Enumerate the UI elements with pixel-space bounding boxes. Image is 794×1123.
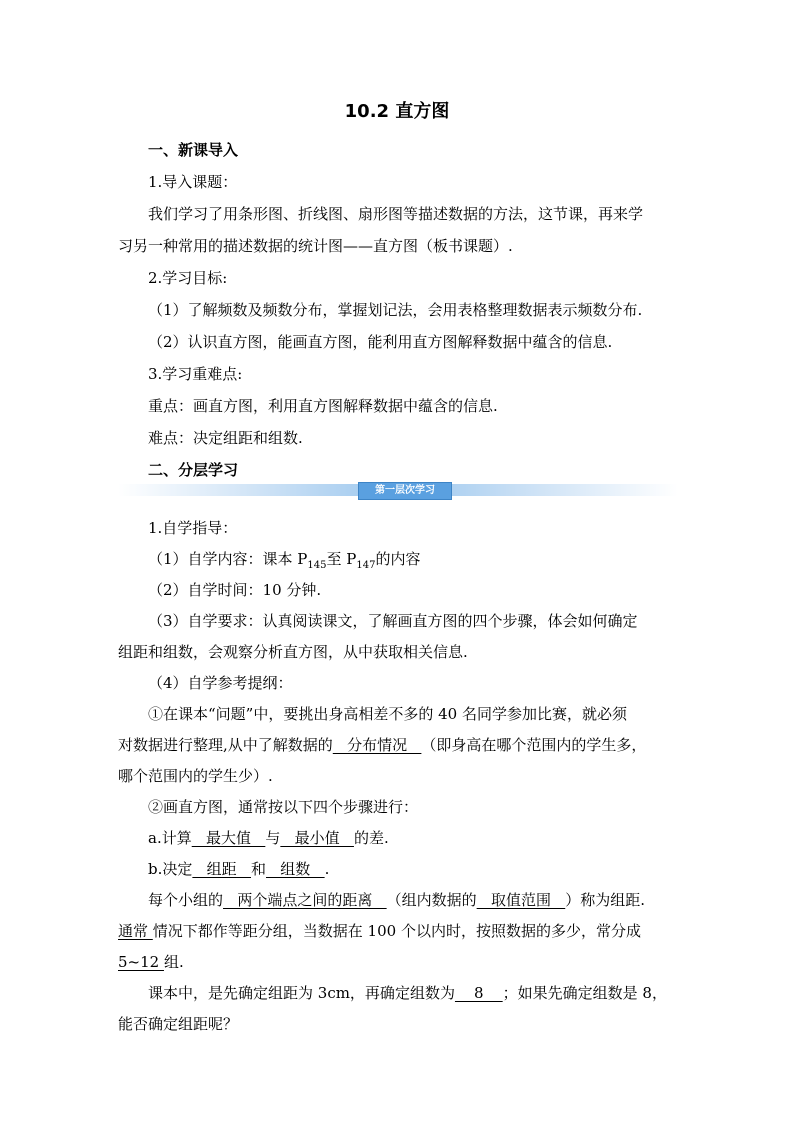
outline-p1-line-1: ①在课本“问题”中，要挑出身高相差不多的 40 名同学参加比赛，就必须 xyxy=(148,705,627,723)
page-title: 10.2 直方图 xyxy=(344,101,450,122)
p6-post: ；如果先确定组数是 8， xyxy=(502,984,667,1002)
fill-blank-groups: 组数 xyxy=(266,860,325,878)
requirement-line-1: （3）自学要求：认真阅读课文，了解画直方图的四个步骤，体会如何确定 xyxy=(148,612,638,630)
outline-p3 xyxy=(148,890,645,910)
content-prefix: （1）自学内容：课本 P xyxy=(148,550,308,568)
fill-blank-endpoint-distance: 两个端点之间的距离 xyxy=(223,891,387,909)
p4-text: 情况下都作等距分组，当数据在 100 个以内时，按照数据的多少，常分成 xyxy=(152,922,641,940)
outline-p2: ②画直方图，通常按以下四个步骤进行： xyxy=(148,798,419,816)
outline-label: （4）自学参考提纲： xyxy=(148,674,293,692)
step-a-pre: a.计算 xyxy=(148,829,192,847)
outline-p1-line-3: 哪个范围内的学生少）. xyxy=(118,767,273,785)
goal-2: （2）认识直方图，能画直方图，能利用直方图解释数据中蕴含的信息. xyxy=(148,333,613,351)
topic-text-line-1: 我们学习了用条形图、折线图、扇形图等描述数据的方法，这节课，再来学 xyxy=(148,205,644,223)
p5-text: 组. xyxy=(163,953,184,971)
step-a xyxy=(148,828,389,848)
requirement-line-2: 组距和组数，会观察分析直方图，从中获取相关信息. xyxy=(118,643,468,661)
difficult-point: 难点：决定组距和组数. xyxy=(148,429,303,447)
step-a-post: 的差. xyxy=(353,829,389,847)
page-end-subscript: 147 xyxy=(356,560,376,571)
p3-post: ）称为组距. xyxy=(565,891,646,909)
item-label-keypoints: 3.学习重难点: xyxy=(148,365,243,383)
step-b-mid: 和 xyxy=(250,860,266,878)
fill-blank-distribution: 分布情况 xyxy=(332,736,422,754)
self-study-content xyxy=(148,549,420,576)
p3-mid: （组内数据的 xyxy=(386,891,477,909)
goal-1: （1）了解频数及频数分布，掌握划记法，会用表格整理数据表示频数分布. xyxy=(148,301,643,319)
fill-blank-group-range: 5~12 xyxy=(118,953,164,971)
topic-text-line-2: 习另一种常用的描述数据的统计图——直方图（板书课题）. xyxy=(118,237,513,255)
p3-pre: 每个小组的 xyxy=(148,891,224,909)
section-heading-layered: 二、分层学习 xyxy=(148,461,239,479)
key-point: 重点：画直方图，利用直方图解释数据中蕴含的信息. xyxy=(148,397,498,415)
fill-blank-group-count: 8 xyxy=(454,984,503,1002)
fill-blank-value-range: 取值范围 xyxy=(476,891,566,909)
p6-pre: 课本中，是先确定组距为 3cm，再确定组数为 xyxy=(148,984,455,1002)
page-start-subscript: 145 xyxy=(307,560,327,571)
step-b-pre: b.决定 xyxy=(148,860,193,878)
self-study-time: （2）自学时间：10 分钟. xyxy=(148,581,322,599)
outline-p6 xyxy=(148,983,667,1003)
section-heading-intro: 一、新课导入 xyxy=(148,141,239,159)
guide-label: 1.自学指导： xyxy=(148,519,238,537)
item-label-goals: 2.学习目标: xyxy=(148,269,228,287)
p1-post: （即身高在哪个范围内的学生多， xyxy=(421,736,647,754)
content-suffix: 的内容 xyxy=(375,550,421,568)
fill-blank-min: 最小值 xyxy=(280,829,354,847)
step-b-post: . xyxy=(324,860,330,878)
outline-p7: 能否确定组距呢？ xyxy=(118,1015,239,1033)
fill-blank-usually: 通常 xyxy=(118,922,153,940)
outline-p1-line-2 xyxy=(118,735,646,755)
section-banner-label: 第一层次学习 xyxy=(358,482,452,500)
outline-p4 xyxy=(118,921,641,941)
content-mid: 至 P xyxy=(326,550,357,568)
fill-blank-max: 最大值 xyxy=(191,829,266,847)
outline-p5 xyxy=(118,952,184,972)
fill-blank-interval: 组距 xyxy=(192,860,251,878)
step-a-mid: 与 xyxy=(265,829,281,847)
item-label-topic: 1.导入课题： xyxy=(148,173,238,191)
p1-pre: 对数据进行整理,从中了解数据的 xyxy=(118,736,333,754)
step-b xyxy=(148,859,329,879)
